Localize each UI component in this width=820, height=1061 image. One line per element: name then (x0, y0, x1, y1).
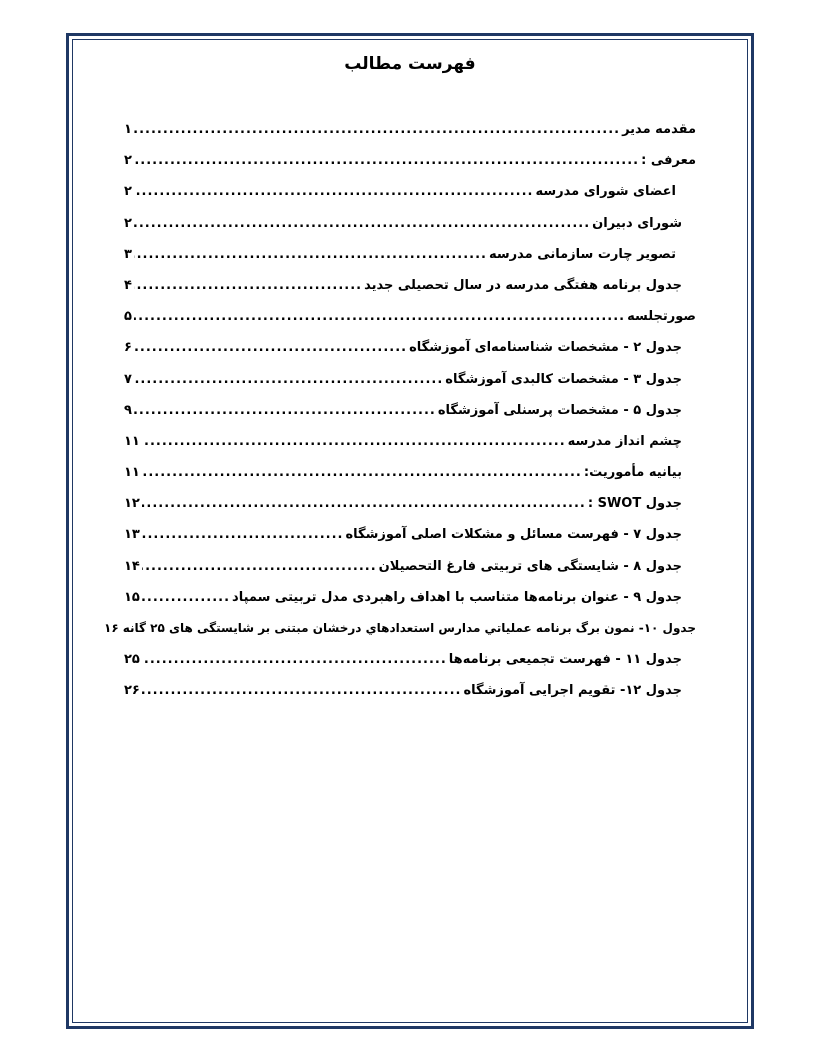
toc-dot-leader (142, 683, 462, 698)
toc-entry-label: چشم انداز مدرسه (567, 433, 682, 449)
toc-dot-leader (142, 559, 377, 574)
toc-entry[interactable] (124, 340, 696, 371)
toc-entry-page: ۶ (124, 340, 132, 356)
toc-dot-leader (142, 652, 447, 667)
toc-entry-label: جدول ۲ - مشخصات شناسنامه‌ای آموزشگاه (409, 340, 682, 356)
toc-entry[interactable] (124, 496, 696, 527)
toc-entry[interactable] (124, 247, 696, 278)
toc-entry-page: ۲ (124, 184, 132, 200)
toc-entry[interactable] (124, 216, 696, 247)
toc-dot-leader (134, 216, 590, 231)
toc-entry-label: جدول ۳ - مشخصات کالبدی آموزشگاه (445, 371, 682, 387)
toc-dot-leader (134, 122, 620, 137)
toc-entry[interactable] (124, 372, 696, 403)
toc-entry[interactable] (124, 309, 696, 340)
toc-entry-page: ۴ (124, 277, 132, 293)
page-title: فهرست مطالب (344, 54, 476, 74)
toc-dot-leader (134, 340, 407, 355)
toc-dot-leader (142, 496, 586, 511)
toc-entry-label: جدول ۱۲- تقویم اجرایی آموزشگاه (463, 683, 682, 699)
toc-entry-label: صورتجلسه (627, 309, 696, 325)
toc-entry-label: جدول ۸ - شایستگی های تربیتی فارغ التحصیلان (378, 558, 682, 574)
toc-entry-page: ۳ (124, 246, 132, 262)
toc-entry-page: ۱۴ (124, 558, 140, 574)
toc-entry[interactable] (124, 527, 696, 558)
toc-dot-leader (134, 184, 534, 199)
toc-entry[interactable] (124, 403, 696, 434)
toc-entry-page: ۱۵ (124, 589, 140, 605)
toc-entry-label: جدول برنامه هفتگی مدرسه در سال تحصیلی جدید (364, 277, 682, 293)
toc-entry-label: تصویر چارت سازمانی مدرسه (488, 246, 676, 262)
toc-entry[interactable] (124, 153, 696, 184)
toc-entry-label: بیانیه مأموریت: (583, 465, 682, 481)
toc-entry[interactable] (124, 652, 696, 683)
toc-dot-leader (142, 590, 230, 605)
toc-entry-page: ۷ (124, 371, 132, 387)
toc-entry[interactable] (124, 278, 696, 309)
toc-dot-leader (134, 247, 487, 262)
toc-entry-page: ۲ (124, 215, 132, 231)
table-of-contents (104, 122, 696, 715)
toc-entry-label: جدول ۱۰- نمون برگ برنامه عملیاتي مدارس استعدادهاي درخشان مبتنی بر شایستگی های ۲۵ گانه (122, 621, 696, 635)
toc-entry-label: جدول ۹ - عنوان برنامه‌ها متناسب با اهداف راهبردی مدل تربیتی سمپاد (232, 589, 682, 605)
toc-entry-page: ۹ (124, 402, 132, 418)
toc-entry-label: جدول SWOT : (587, 496, 682, 512)
toc-entry-label: جدول ۷ - فهرست مسائل و مشکلات اصلی آموزشگاه (345, 527, 682, 543)
toc-entry[interactable] (124, 184, 696, 215)
toc-entry-label: جدول ۵ - مشخصات پرسنلی آموزشگاه (437, 402, 682, 418)
toc-entry[interactable] (124, 683, 696, 714)
toc-entry[interactable] (124, 559, 696, 590)
toc-entry[interactable] (124, 590, 696, 621)
toc-dot-leader (142, 465, 582, 480)
toc-entry-label: شورای دبیران (592, 215, 682, 231)
toc-entry-page: ۱۲ (124, 496, 140, 512)
toc-entry-page: ۱۱ (124, 433, 140, 449)
toc-entry-page: ۱۳ (124, 527, 140, 543)
toc-dot-leader (142, 527, 344, 542)
toc-dot-leader (142, 434, 566, 449)
toc-dot-leader (134, 403, 436, 418)
toc-entry-label: مقدمه مدیر (622, 122, 696, 137)
toc-entry-label: اعضای شورای مدرسه (535, 184, 676, 200)
toc-dot-leader (134, 153, 639, 168)
toc-entry-page: ۵ (124, 309, 132, 325)
toc-entry-page: ۲۵ (124, 652, 140, 668)
toc-entry-label: جدول ۱۱ - فهرست تجمیعی برنامه‌ها (448, 652, 682, 668)
toc-entry-page: ۱۶ (104, 621, 119, 635)
toc-entry-label: معرفی : (641, 153, 696, 169)
toc-entry-page: ۱ (124, 122, 132, 137)
toc-entry-page: ۲ (124, 153, 132, 169)
toc-entry[interactable] (104, 621, 696, 652)
toc-entry[interactable] (124, 122, 696, 153)
toc-entry-page: ۱۱ (124, 465, 140, 481)
toc-dot-leader (134, 278, 362, 293)
toc-dot-leader (134, 372, 443, 387)
toc-dot-leader (134, 309, 625, 324)
toc-entry[interactable] (124, 465, 696, 496)
toc-entry[interactable] (124, 434, 696, 465)
toc-entry-page: ۲۶ (124, 683, 140, 699)
